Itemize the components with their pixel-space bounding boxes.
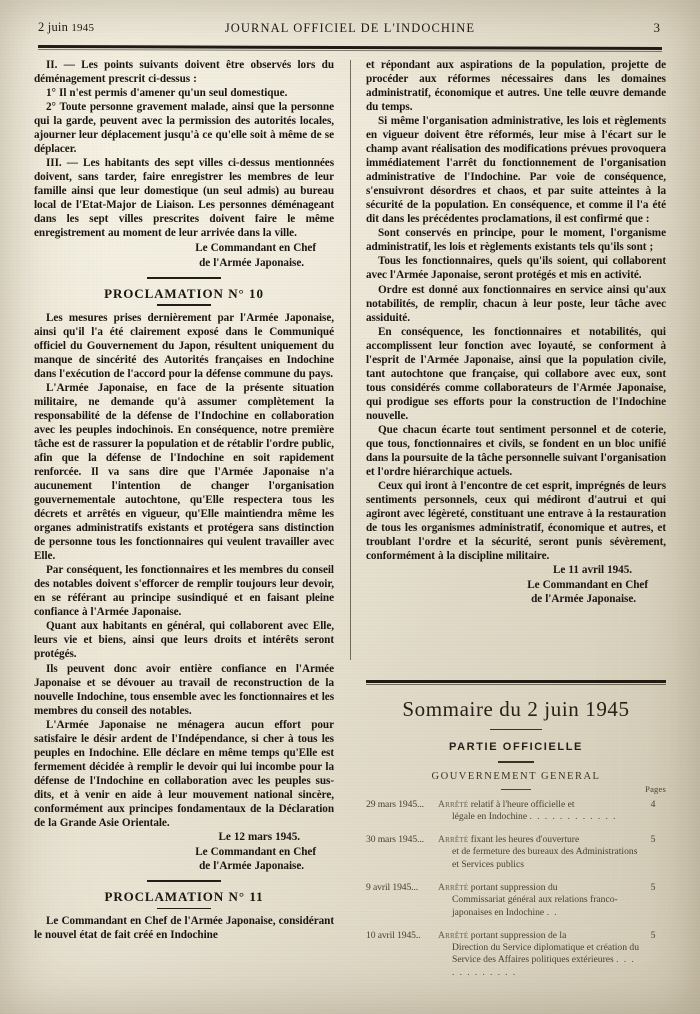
entry-page-number: 4 — [650, 798, 656, 810]
entry-keyword: Arrêté — [438, 834, 469, 846]
proclamation-10-heading: PROCLAMATION N° 10 — [104, 285, 264, 301]
table-row — [366, 930, 666, 990]
entry-keyword: Arrêté — [438, 929, 469, 941]
entry-page-number: 5 — [650, 929, 656, 941]
signature-2-line2: de l'Armée Japonaise. — [199, 860, 304, 873]
entry-desc-rest: et de fermeture des bureaux des Administrations et Services publics — [452, 846, 638, 870]
entry-date: 9 avril 1945... — [366, 882, 419, 893]
proclamation-10-underline — [157, 304, 211, 306]
right-text-column — [366, 58, 666, 607]
sommaire-section-heading: GOUVERNEMENT GENERAL — [431, 770, 601, 782]
page-masthead — [0, 18, 700, 48]
sommaire-top-rule — [366, 680, 666, 683]
entry-date: 29 mars 1945... — [366, 798, 424, 810]
paragraph-article-3: III. — Les habitants des sept villes ci-dessus mentionnées doivent, sans tarder, faire enregistrer les membres de leur famille ainsi que leur domestique (un seul admis) au bureau local de l'Etat-Major de Liaison. Les personnes déménageant dans les sept villes prescrites doivent faire le même enregistrement au moment de leur arrivée dans la ville. — [34, 157, 334, 240]
entry-dots: . . — [546, 906, 558, 918]
signature-3-line1: Le Commandant en Chef — [527, 579, 648, 592]
proclamation-10-paragraph-4: Quant aux habitants en général, qui collaborent avec Elle, leurs vie et biens, ainsi que leurs droits et intérêts seront protégés. — [34, 620, 334, 661]
paragraph-item-2: 2° Toute personne gravement malade, ainsi que la personne qui la garde, peuvent avec la permission des autorités locales, ajourner leur déplacement jusqu'à ce qu'elle soit à même de se déplacer. — [34, 101, 334, 156]
signature-block-1 — [34, 241, 334, 269]
signature-3-line2: de l'Armée Japonaise. — [531, 593, 636, 606]
masthead-page-number: 3 — [653, 20, 660, 35]
entry-page-number: 5 — [650, 834, 656, 846]
signature-2-line1: Le Commandant en Chef — [195, 845, 316, 858]
sommaire-subtitle: PARTIE OFFICIELLE — [449, 741, 583, 754]
sommaire-section-dash — [501, 789, 531, 790]
entry-page-number: 5 — [650, 882, 656, 893]
right-paragraph-continued: et répondant aux aspirations de la population, projette de procéder aux réformes nécessaires dans les domaines administratif, économique et autres. Une telle œuvre demande du temps. — [366, 59, 666, 114]
entry-keyword: Arrêté — [438, 798, 469, 810]
entry-desc-rest: légale en Indochine . . . . . . . . . . . . — [452, 810, 617, 822]
proclamation-10-paragraph-3: Par conséquent, les fonctionnaires et les membres du conseil des notables doivent s'efforcer de remplir toujours leur devoir, en se référant au principe susindiqué et en faisant pleine confiance à l'Armée Japonaise. — [34, 564, 334, 619]
entry-desc-line1: fixant les heures d'ouverture — [468, 834, 580, 846]
right-paragraph-3: Sont conservés en principe, pour le moment, l'organisme administratif, les lois et règlements existants tels qu'ils sont ; — [366, 227, 666, 254]
signature-1-line1: Le Commandant en Chef — [195, 242, 316, 255]
entry-desc-line1: portant suppression de la — [468, 929, 567, 941]
masthead-year: 1945 — [71, 22, 95, 34]
section-divider-1 — [147, 277, 221, 279]
right-paragraph-7: Que chacun écarte tout sentiment personnel et de coterie, que tous, fonctionnaires et civils, se fondent en un bloc unifié dans la poursuite de la tâche personnelle suivant l'organisation et l'ordre hiérarchique actuels. — [366, 423, 666, 478]
paragraph-article-2: II. — Les points suivants doivent être observés lors du déménagement prescrit ci-dessus : — [34, 59, 334, 86]
section-divider-2 — [147, 880, 221, 882]
entry-description — [438, 930, 640, 990]
sommaire-pages-header: Pages — [645, 784, 666, 794]
entry-keyword: Arrêté — [438, 882, 469, 893]
entry-description — [438, 834, 640, 882]
entry-date: 10 avril 1945.. — [366, 929, 421, 941]
entry-desc-line1: relatif à l'heure officielle et — [468, 798, 575, 810]
signature-block-3 — [366, 578, 666, 606]
sommaire-subtitle-dash — [498, 761, 534, 762]
proclamation-10-paragraph-1: Les mesures prises dernièrement par l'Armée Japonaise, ainsi qu'il l'a été clairement exposé dans le Communiqué officiel du Gouvernement du Japon, résultent uniquement du manque de sincérité des Autorités françaises en Indochine dans l'exécution de l'accord pour la défense commune du pays. — [34, 311, 334, 380]
proclamation-10-paragraph-2: L'Armée Japonaise, en face de la présente situation militaire, ne demande qu'à assumer complètement la responsabilité de la défense de l'Indochine en collaboration avec les peuples indochinois. En conséquence, notre première tâche est de rassurer la population et de rétablir l'ordre public, afin que la défense de l'Indochine en soit rapidement renforcée. Il va sans dire que l'Armée Japonaise n'a aucunement l'intention de changer l'organisation gouvernementale autochtone, qu'Elle respectera tous les décrets et arrêtés en vigueur, qu'Elle maintiendra même les organes administratifs existants et protégera sans distinction de personne tous les fonctionnaires qui veulent travailler avec Elle. — [34, 381, 334, 563]
masthead-title: JOURNAL OFFICIEL DE L'INDOCHINE — [224, 21, 476, 35]
sommaire-table-body — [366, 799, 666, 990]
sommaire-section — [366, 680, 666, 990]
entry-date: 30 mars 1945... — [366, 834, 424, 846]
signature-1-line2: de l'Armée Japonaise. — [199, 256, 304, 269]
signature-2-date: Le 12 mars 1945. — [218, 830, 300, 843]
right-paragraph-4: Tous les fonctionnaires, quels qu'ils soient, qui collaborent avec l'Armée Japonaise, seront protégés et mis en activité. — [366, 255, 666, 282]
entry-dots: . . . . . . . . . . . . — [529, 810, 617, 822]
sommaire-title: Sommaire du 2 juin 1945 — [402, 697, 630, 721]
entry-description — [438, 882, 640, 930]
proclamation-10-paragraph-6: L'Armée Japonaise ne ménagera aucun effort pour satisfaire le désir ardent de l'Indépendance, si cher à tous les peuples en Indochine. Elle déclare en même temps qu'Elle est fermement décidée à remplir le devoir qui lui incombe pour la défense de l'Indochine en collaboration avec les peuples sus-dits, et à venir en aide à leur mouvement national sincère, conformément aux principes fondamentaux de la Déclaration de la Grande Asie Orientale. — [34, 718, 334, 829]
entry-desc-line1: portant suppression du — [468, 882, 558, 893]
proclamation-10-paragraph-5: Ils peuvent donc avoir entière confiance en l'Armée Japonaise et se dévouer au travail de reconstruction de la nouvelle Indochine, tous ensemble avec les fonctionnaires et les membres du conseil des notables. — [34, 662, 334, 717]
proclamation-11-underline — [157, 908, 211, 910]
proclamation-11-paragraph-1: Le Commandant en Chef de l'Armée Japonaise, considérant le nouvel état de fait créé en Indochine — [34, 915, 334, 942]
masthead-date: 2 juin 1945 — [38, 20, 95, 34]
right-paragraph-5: Ordre est donné aux fonctionnaires en service ainsi qu'aux notabilités, de remplir, chacun à leur poste, leur tâche avec assiduité. — [366, 283, 666, 324]
proclamation-11-heading: PROCLAMATION N° 11 — [104, 889, 264, 905]
right-paragraph-2: Si même l'organisation administrative, les lois et règlements en vigueur doivent être réformés, leur mise à l'écart sur le champ avant réalisation des modifications prévues provoquera immédiatement l'arrêt du fonctionnement de l'organisation administrative de l'Indochine. Par voie de conséquence, s'ensuivront désordres et chaos, et par suite atteintes à la sécurité de la population. En conséquence, et comme il l'a été dit dans les précédentes proclamations, il est confirmé que : — [366, 115, 666, 226]
entry-desc-rest: Commissariat général aux relations franco-japonaises en Indochine . . — [452, 894, 618, 918]
table-row — [366, 882, 666, 930]
entry-dots: . . . . . . . . . . . . — [452, 954, 636, 978]
entry-description — [438, 799, 640, 835]
right-paragraph-6: En conséquence, les fonctionnaires et notabilités, qui accomplissent leur fonction avec loyauté, se conforment à l'esprit de l'Armée Japonaise, ainsi que la population civile, tant autochtone que française, qui collabore avec eux, sont tous considérés comme collaborateurs de l'Armée Japonaise, qui prodigue ses efforts pour la construction de l'Indochine nouvelle. — [366, 325, 666, 422]
left-text-column — [34, 58, 334, 942]
sommaire-table — [366, 799, 666, 990]
right-paragraph-8: Ceux qui iront à l'encontre de cet esprit, imprégnés de leurs sentiments personnels, ceux qui médiront d'autrui et qui agiront avec légèreté, constituant une entrave à la restauration de tous les organismes administratif, économique et autres, et troublant l'ordre et la sécurité, seront punis sévèrement, conformément à la discipline militaire. — [366, 479, 666, 563]
entry-desc-rest: Direction du Service diplomatique et création du Service des Affaires politiques extérieures . . . . . . . . . . . . — [452, 942, 640, 978]
signature-block-2 — [34, 845, 334, 873]
sommaire-top-rule-thin — [366, 684, 666, 685]
signature-3-date: Le 11 avril 1945. — [553, 564, 632, 577]
table-row — [366, 799, 666, 835]
paragraph-item-1: 1° Il n'est permis d'amener qu'un seul domestique. — [46, 87, 288, 100]
sommaire-title-dash — [490, 729, 542, 730]
table-row — [366, 834, 666, 882]
masthead-rule — [38, 45, 662, 50]
column-divider-rule — [350, 60, 351, 660]
